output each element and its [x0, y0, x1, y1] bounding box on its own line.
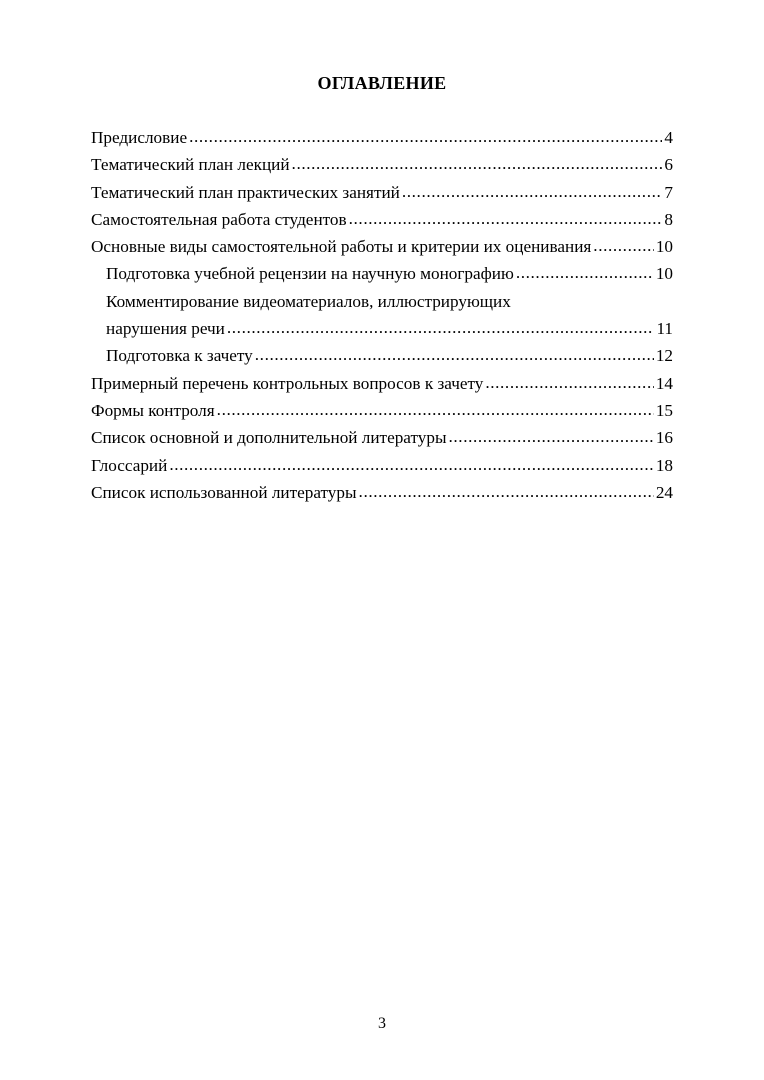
- toc-page-number: 12: [655, 346, 673, 366]
- toc-page-number: 16: [655, 428, 673, 448]
- toc-entry[interactable]: [91, 370, 673, 397]
- toc-subentry[interactable]: [91, 260, 673, 287]
- toc-entry[interactable]: [91, 179, 673, 206]
- dot-leader: [402, 178, 663, 205]
- toc-entry[interactable]: [91, 397, 673, 424]
- toc-page-number: 10: [655, 237, 673, 257]
- toc-entry[interactable]: [91, 206, 673, 233]
- toc-entry-text: Самостоятельная работа студентов: [91, 209, 347, 229]
- toc-entry[interactable]: [91, 452, 673, 479]
- toc-entry[interactable]: [91, 151, 673, 178]
- toc-entry[interactable]: [91, 424, 673, 451]
- toc-entry-text: Тематический план лекций: [91, 155, 290, 175]
- toc-subentry[interactable]: [91, 342, 673, 369]
- dot-leader: [292, 150, 663, 177]
- toc-entry[interactable]: [91, 479, 673, 506]
- dot-leader: [349, 205, 663, 232]
- dot-leader: [516, 259, 654, 286]
- dot-leader: [485, 369, 653, 396]
- toc-entry-text: Тематический план практических занятий: [91, 182, 400, 202]
- toc-page-number: 14: [655, 373, 673, 393]
- toc-page-number: 4: [664, 128, 673, 147]
- toc-entry-text: Основные виды самостоятельной работы и критерии их оценивания: [91, 237, 592, 257]
- toc-entry-text: Подготовка учебной рецензии на научную монографию: [106, 264, 514, 284]
- toc-page-number: 6: [664, 155, 673, 175]
- toc-entry-text: Примерный перечень контрольных вопросов к зачету: [91, 373, 484, 393]
- toc-page-number: 11: [656, 319, 673, 339]
- dot-leader: [449, 423, 654, 450]
- toc-page-number: 8: [664, 209, 673, 229]
- toc-entry-text: Список основной и дополнительной литературы: [91, 428, 447, 448]
- toc-page-number: 15: [655, 400, 673, 420]
- toc-page-number: 24: [655, 482, 673, 502]
- toc-entry-text: Предисловие: [91, 128, 188, 147]
- page-number: 3: [378, 1015, 386, 1032]
- toc-entry-text: Формы контроля: [91, 400, 215, 420]
- toc-subentry[interactable]: [91, 288, 673, 315]
- toc-entry-text: Глоссарий: [91, 455, 168, 475]
- toc-page-number: 18: [655, 455, 673, 475]
- toc-entry-text: Комментирование видеоматериалов, иллюстрирующих: [106, 291, 511, 311]
- dot-leader: [169, 451, 653, 478]
- dot-leader: [359, 478, 654, 505]
- toc-entry-text: нарушения речи: [106, 319, 225, 339]
- dot-leader: [189, 123, 662, 150]
- toc-subentry[interactable]: [91, 315, 673, 342]
- table-of-contents: [91, 124, 673, 506]
- toc-entry[interactable]: [91, 124, 673, 151]
- dot-leader: [255, 341, 654, 368]
- dot-leader: [227, 314, 655, 341]
- toc-title: ОГЛАВЛЕНИЕ: [317, 73, 447, 93]
- toc-page-number: 10: [655, 264, 673, 284]
- toc-entry[interactable]: [91, 233, 673, 260]
- toc-entry-text: Список использованной литературы: [91, 482, 357, 502]
- dot-leader: [217, 396, 654, 423]
- dot-leader: [593, 232, 654, 259]
- toc-entry-text: Подготовка к зачету: [106, 346, 253, 366]
- toc-page-number: 7: [664, 182, 673, 202]
